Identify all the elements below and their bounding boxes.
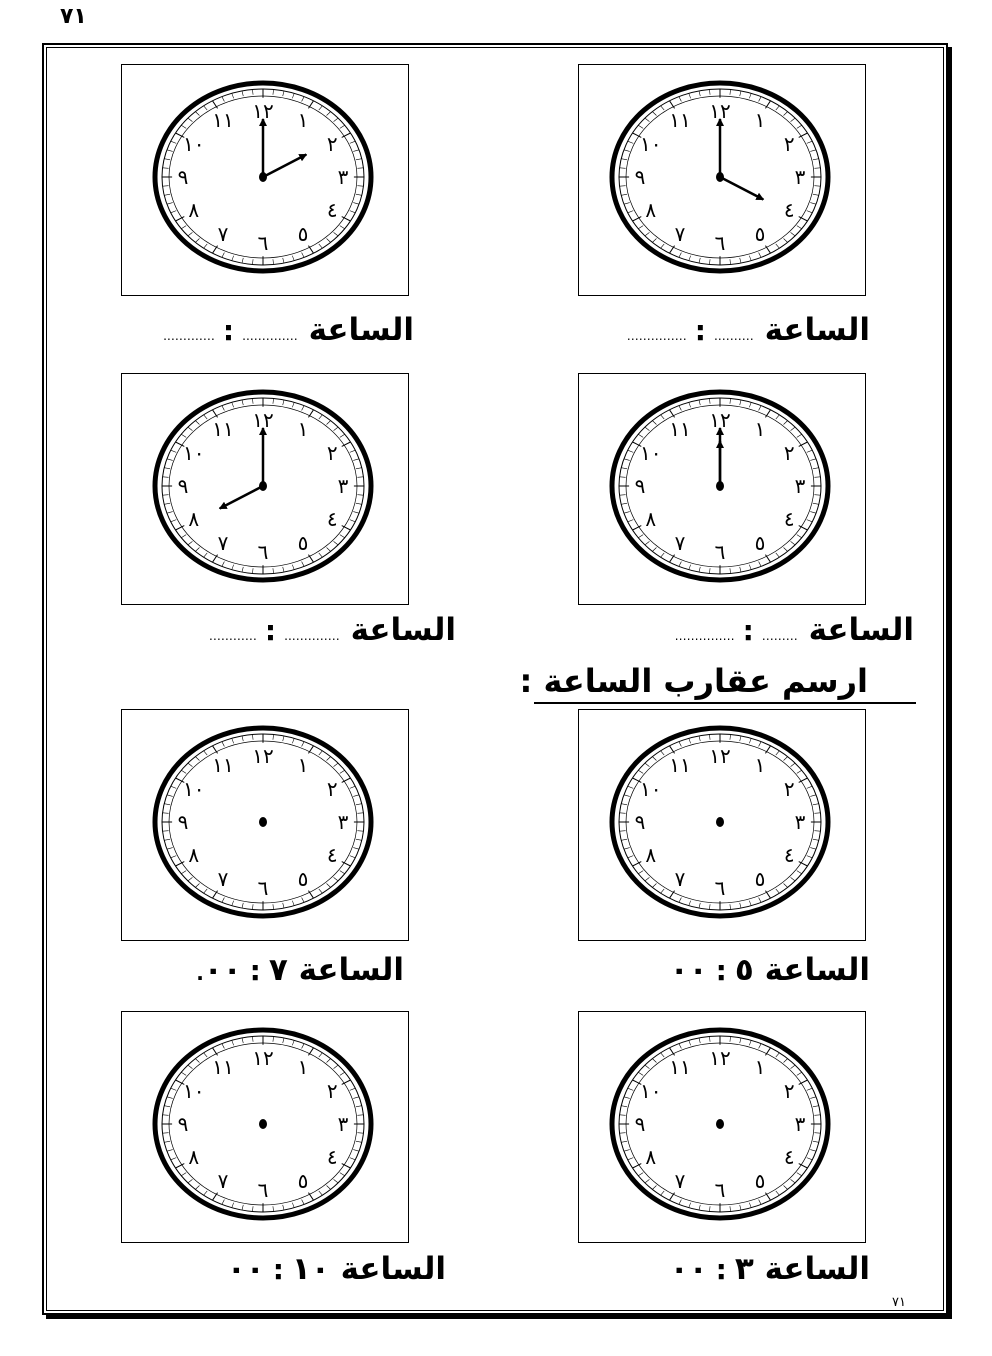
frame-shadow-right: [948, 47, 952, 1319]
hour-hand: [220, 486, 263, 509]
clock-numeral: ٨: [645, 1145, 657, 1169]
clock-numeral: ٥: [297, 222, 309, 247]
clock-numeral: ١٠: [639, 441, 662, 465]
clock-numeral: ١١: [669, 752, 691, 777]
clock-numeral: ١: [754, 752, 766, 777]
time-caption: [163, 310, 414, 356]
instruction-text: ارسم عقارب الساعة :: [519, 662, 868, 700]
clock-center: [259, 817, 267, 827]
clock-numeral: ٤: [783, 843, 795, 867]
clock-face: [122, 1012, 410, 1244]
clock-center: [716, 1119, 724, 1129]
caption-label: الساعة: [764, 952, 870, 988]
clock-numeral: ١٠: [182, 441, 205, 465]
caption-label: الساعة: [764, 312, 870, 348]
clock-numeral: ٨: [188, 843, 200, 867]
clock-box: [578, 373, 866, 605]
time-colon: :: [715, 954, 727, 987]
clock-numeral: ٦: [257, 876, 269, 900]
page-number-top: ٧١: [60, 4, 87, 29]
clock-numeral: ١٠: [639, 1079, 662, 1103]
clock-numeral: ٥: [754, 867, 766, 892]
caption-label: الساعة: [340, 1251, 446, 1287]
clock-numeral: ١١: [212, 107, 234, 132]
clock-box: [578, 1011, 866, 1243]
clock-numeral: ٤: [326, 507, 338, 531]
clock-numeral: ٧: [674, 1169, 686, 1194]
clock-numeral: ٨: [645, 507, 657, 531]
minute-blank[interactable]: ……………: [674, 629, 735, 643]
caption-hour: ٥: [734, 952, 754, 988]
time-colon: :: [715, 1253, 727, 1286]
clock-numeral: ٧: [217, 531, 229, 556]
clock-center: [259, 172, 267, 182]
clock-numeral: ٩: [177, 165, 189, 189]
caption-hour: ٣: [734, 1251, 754, 1287]
hour-blank[interactable]: ………: [761, 629, 798, 643]
clock-numeral: ٢: [326, 1079, 338, 1103]
clock-numeral: ٧: [217, 867, 229, 892]
clock-numeral: ٣: [337, 1112, 349, 1136]
minute-blank[interactable]: …………: [208, 629, 257, 643]
time-caption: [227, 1249, 446, 1290]
clock-numeral: ٤: [783, 507, 795, 531]
clock-numeral: ٨: [645, 843, 657, 867]
clock-numeral: ١٠: [639, 132, 662, 156]
clock-numeral: ٣: [337, 474, 349, 498]
clock-numeral: ١٢: [252, 408, 274, 432]
hour-blank[interactable]: ……….: [713, 329, 754, 343]
clock-numeral: ٤: [783, 198, 795, 222]
clock-numeral: ١: [754, 416, 766, 441]
clock-numeral: ٨: [188, 507, 200, 531]
clock-numeral: ١١: [212, 1054, 234, 1079]
clock-numeral: ٩: [634, 1112, 646, 1136]
clock-numeral: ١٢: [709, 99, 731, 123]
caption-label: الساعة: [298, 952, 404, 988]
clock-numeral: ١١: [669, 1054, 691, 1079]
clock-numeral: ١٢: [252, 744, 274, 768]
hour-blank[interactable]: …………..: [284, 629, 340, 643]
time-caption: [209, 610, 456, 656]
caption-minutes: ٠٠: [203, 952, 242, 988]
caption-minutes: ٠٠: [669, 952, 708, 988]
caption-suffix: .: [196, 961, 204, 985]
clock-numeral: ٩: [634, 474, 646, 498]
clock-numeral: ٨: [645, 198, 657, 222]
clock-numeral: ١٢: [252, 1046, 274, 1070]
clock-box: [121, 373, 409, 605]
clock-numeral: ٦: [257, 1178, 269, 1202]
clock-numeral: ٦: [714, 540, 726, 564]
clock-numeral: ٧: [674, 531, 686, 556]
clock-box: [578, 709, 866, 941]
clock-numeral: ١: [297, 752, 309, 777]
clock-numeral: ٤: [326, 198, 338, 222]
clock-numeral: ٥: [754, 531, 766, 556]
clock-numeral: ٥: [297, 1169, 309, 1194]
caption-minutes: ٠٠: [669, 1251, 708, 1287]
caption-hour: ٧: [268, 952, 288, 988]
clock-numeral: ٢: [326, 777, 338, 801]
clock-box: [121, 709, 409, 941]
clock-numeral: ٢: [783, 132, 795, 156]
clock-numeral: ١: [297, 1054, 309, 1079]
caption-label: الساعة: [308, 312, 414, 348]
clock-numeral: ٦: [714, 876, 726, 900]
minute-blank[interactable]: ……………: [626, 329, 687, 343]
clock-numeral: ٨: [188, 198, 200, 222]
clock-numeral: ٣: [794, 1112, 806, 1136]
minute-blank[interactable]: ………….: [163, 329, 215, 343]
clock-center: [259, 481, 267, 491]
clock-numeral: ٦: [257, 540, 269, 564]
clock-numeral: ٤: [326, 843, 338, 867]
clock-numeral: ٣: [794, 810, 806, 834]
clock-center: [716, 481, 724, 491]
clock-numeral: ٥: [754, 222, 766, 247]
clock-numeral: ١٠: [182, 1079, 205, 1103]
time-caption: [670, 950, 870, 991]
clock-face: [122, 710, 410, 942]
clock-numeral: ٥: [754, 1169, 766, 1194]
clock-numeral: ٩: [634, 810, 646, 834]
caption-label: الساعة: [764, 1251, 870, 1287]
clock-face: [122, 65, 410, 297]
time-caption: [670, 1249, 870, 1290]
clock-numeral: ١٠: [182, 132, 205, 156]
clock-numeral: ٢: [783, 777, 795, 801]
clock-face: [579, 1012, 867, 1244]
clock-numeral: ٧: [674, 867, 686, 892]
caption-label: الساعة: [808, 612, 914, 648]
clock-numeral: ٣: [337, 810, 349, 834]
clock-numeral: ٢: [326, 132, 338, 156]
clock-numeral: ٩: [177, 810, 189, 834]
clock-numeral: ١: [297, 416, 309, 441]
clock-numeral: ٦: [714, 1178, 726, 1202]
time-caption: [196, 950, 404, 993]
clock-numeral: ٦: [714, 231, 726, 255]
instruction-heading: [519, 662, 916, 700]
clock-numeral: ٢: [783, 441, 795, 465]
clock-numeral: ٣: [794, 474, 806, 498]
clock-numeral: ٧: [217, 222, 229, 247]
clock-numeral: ٧: [674, 222, 686, 247]
clock-numeral: ٩: [177, 474, 189, 498]
clock-numeral: ١٠: [182, 777, 205, 801]
caption-minutes: ٠٠: [226, 1251, 265, 1287]
clock-face: [579, 710, 867, 942]
clock-numeral: ٤: [326, 1145, 338, 1169]
clock-numeral: ٥: [297, 531, 309, 556]
clock-numeral: ٤: [783, 1145, 795, 1169]
clock-numeral: ١٢: [252, 99, 274, 123]
clock-face: [579, 374, 867, 606]
clock-numeral: ١: [754, 107, 766, 132]
clock-numeral: ٩: [177, 1112, 189, 1136]
clock-numeral: ٣: [337, 165, 349, 189]
time-caption: [675, 610, 914, 656]
clock-center: [716, 172, 724, 182]
time-colon: :: [249, 954, 261, 987]
page-number-bottom: ٧١: [892, 1295, 906, 1310]
instruction-underline: [534, 702, 916, 704]
time-colon: :: [222, 314, 235, 347]
frame-shadow-bottom: [46, 1315, 952, 1319]
clock-numeral: ١٢: [709, 1046, 731, 1070]
clock-numeral: ١١: [669, 416, 691, 441]
clock-numeral: ١: [297, 107, 309, 132]
time-colon: :: [742, 614, 754, 647]
time-caption: [627, 310, 870, 356]
clock-face: [122, 374, 410, 606]
time-colon: :: [272, 1253, 284, 1286]
clock-numeral: ٢: [326, 441, 338, 465]
clock-box: [578, 64, 866, 296]
clock-numeral: ١٠: [639, 777, 662, 801]
clock-center: [716, 817, 724, 827]
time-colon: :: [264, 614, 277, 647]
clock-numeral: ٦: [257, 231, 269, 255]
clock-box: [121, 1011, 409, 1243]
clock-numeral: ١١: [212, 416, 234, 441]
clock-numeral: ١١: [212, 752, 234, 777]
clock-numeral: ١١: [669, 107, 691, 132]
clock-numeral: ٧: [217, 1169, 229, 1194]
clock-center: [259, 1119, 267, 1129]
clock-box: [121, 64, 409, 296]
time-colon: :: [694, 314, 706, 347]
hour-hand: [720, 177, 763, 200]
clock-face: [579, 65, 867, 297]
hour-blank[interactable]: …………..: [242, 329, 298, 343]
clock-numeral: ٣: [794, 165, 806, 189]
clock-numeral: ٩: [634, 165, 646, 189]
clock-numeral: ١٢: [709, 744, 731, 768]
clock-numeral: ١٢: [709, 408, 731, 432]
clock-numeral: ٢: [783, 1079, 795, 1103]
clock-numeral: ٥: [297, 867, 309, 892]
hour-hand: [263, 155, 306, 178]
caption-hour: ١٠: [291, 1251, 330, 1287]
clock-numeral: ٨: [188, 1145, 200, 1169]
clock-numeral: ١: [754, 1054, 766, 1079]
caption-label: الساعة: [350, 612, 456, 648]
